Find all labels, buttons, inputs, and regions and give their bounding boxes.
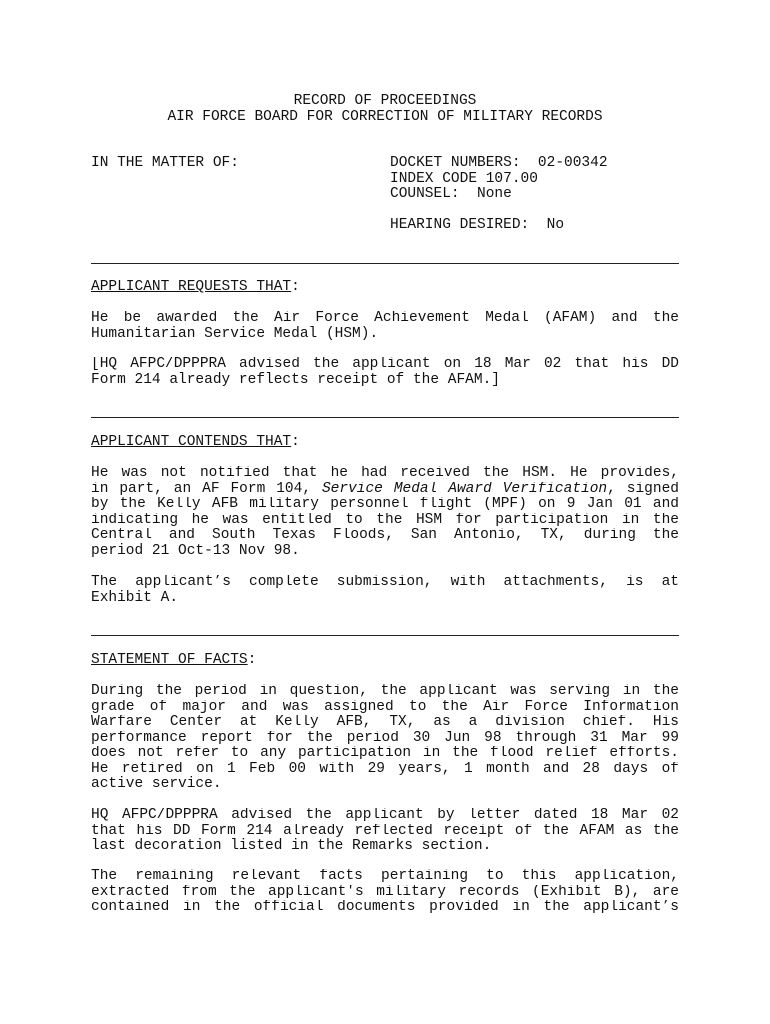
requests-paragraph-1: He be awarded the Air Force Achievement Medal (AFAM) and the Humanitarian Service Medal (HSM). (91, 311, 679, 342)
contends-paragraph-1: He was not notified that he had received the HSM. He provides, in part, an AF Form 104, Service Medal Award Verification, signed by the Kelly AFB military personnel flight (MPF) on 9 Jan 01 and indicating he was entitled to the HSM for participation in the Central and South Texas Floods, San Antonio, TX, during the period 21 Oct-13 Nov 98. (91, 466, 679, 559)
document-subtitle: AIR FORCE BOARD FOR CORRECTION OF MILITARY RECORDS (167, 109, 603, 125)
document-title: RECORD OF PROCEEDINGS (293, 93, 477, 109)
hearing-desired: HEARING DESIRED: No (390, 217, 565, 233)
section-divider (91, 263, 679, 264)
contends-paragraph-2: The applicant’s complete submission, with attachments, is at Exhibit A. (91, 575, 679, 606)
section-divider (91, 635, 679, 636)
section-divider (91, 417, 679, 418)
facts-paragraph-1: During the period in question, the applicant was serving in the grade of major and was assigned to the Air Force Information Warfare Center at Kelly AFB, TX, as a division chief. His performance report for the period 30 Jun 98 through 31 Mar 99 does not refer to any participation in the flood relief efforts. He retired on 1 Feb 00 with 29 years, 1 month and 28 days of active service. (91, 684, 679, 792)
requests-paragraph-2: [HQ AFPC/DPPPRA advised the applicant on 18 Mar 02 that his DD Form 214 already reflects receipt of the AFAM.] (91, 357, 679, 388)
section-heading-contends: APPLICANT CONTENDS THAT: (91, 434, 300, 450)
section-heading-requests: APPLICANT REQUESTS THAT: (91, 279, 300, 295)
docket-numbers: DOCKET NUMBERS: 02-00342 (390, 155, 608, 171)
index-code: INDEX CODE 107.00 (390, 171, 538, 187)
facts-paragraph-3: The remaining relevant facts pertaining to this application, extracted from the applicant's military records (Exhibit B), are contained in the official documents provided in the applicant’s (91, 869, 679, 915)
matter-label: IN THE MATTER OF: (91, 155, 239, 171)
section-heading-facts: STATEMENT OF FACTS: (91, 652, 257, 668)
facts-paragraph-2: HQ AFPC/DPPPRA advised the applicant by letter dated 18 Mar 02 that his DD Form 214 already reflected receipt of the AFAM as the last decoration listed in the Remarks section. (91, 808, 679, 854)
counsel: COUNSEL: None (390, 186, 512, 202)
